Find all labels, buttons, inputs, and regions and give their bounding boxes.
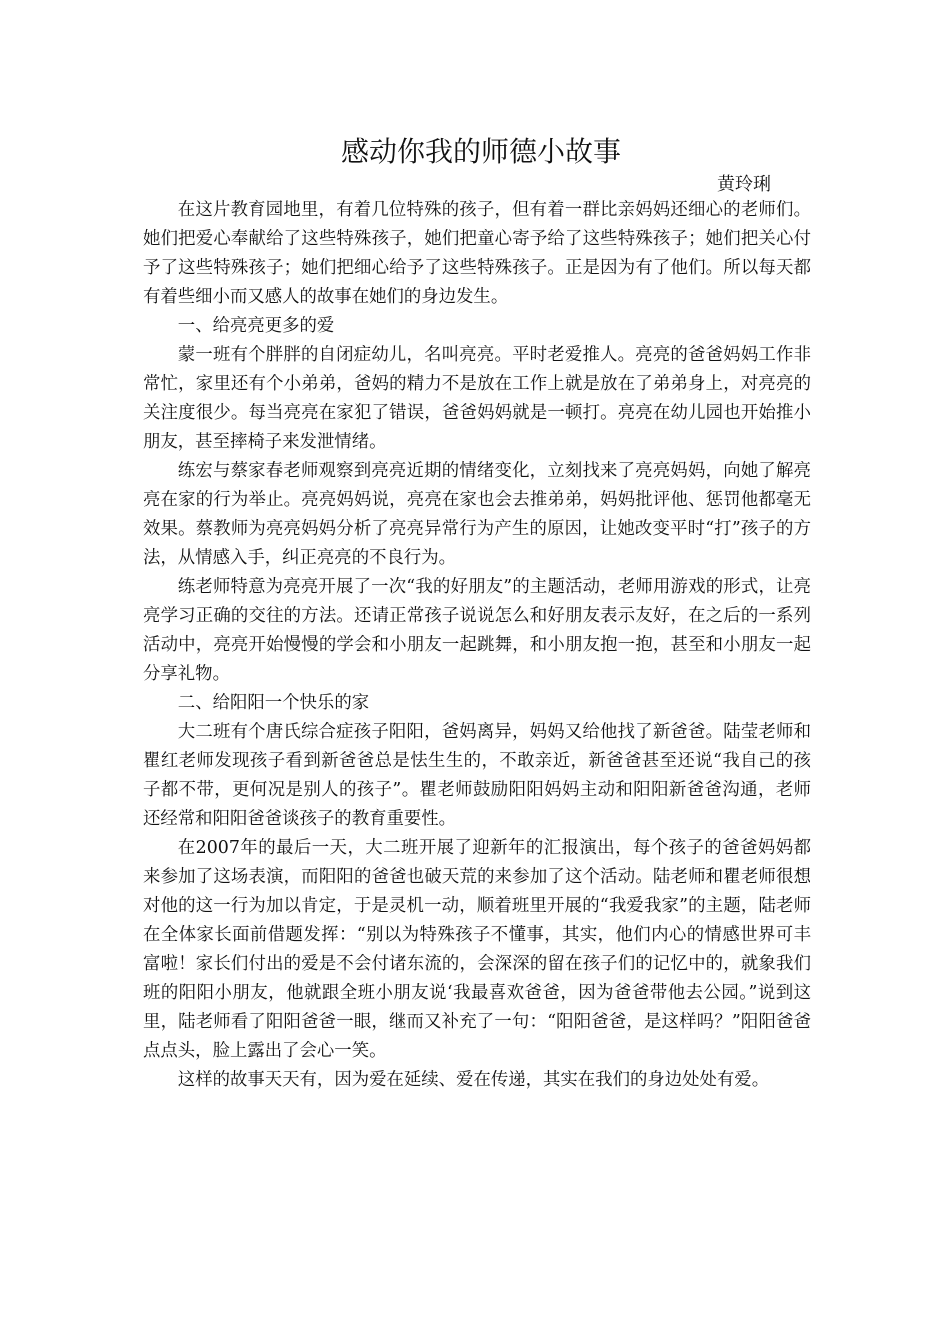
paragraph-yangyang-1: 大二班有个唐氏综合症孩子阳阳，爸妈离异，妈妈又给他找了新爸爸。陆莹老师和瞿红老师发现孩子看到新爸爸总是怯生生的，不敢亲近，新爸爸甚至还说“我自己的孩子都不带，更何况是别人的孩子”。瞿老师鼓励阳阳妈妈主动和阳阳新爸爸沟通，老师还经常和阳阳爸爸谈孩子的教育重要性。 xyxy=(143,722,811,829)
paragraph-liangliang-1: 蒙一班有个胖胖的自闭症幼儿，名叫亮亮。平时老爱推人。亮亮的爸爸妈妈工作非常忙，家里还有个小弟弟，爸妈的精力不是放在工作上就是放在了弟弟身上，对亮亮的关注度很少。每当亮亮在家犯了错误，爸爸妈妈就是一顿打。亮亮在幼儿园也开始推小朋友，甚至摔椅子来发泄情绪。 xyxy=(143,345,811,452)
document-author: 黄玲琍 xyxy=(717,174,771,195)
paragraph-intro: 在这片教育园地里，有着几位特殊的孩子，但有着一群比亲妈妈还细心的老师们。她们把爱心奉献给了这些特殊孩子，她们把童心寄予给了这些特殊孩子；她们把关心付予了这些特殊孩子；她们把细心给予了这些特殊孩子。正是因为有了他们。所以每天都有着些细小而又感人的故事在她们的身边发生。 xyxy=(143,200,811,307)
document-title: 感动你我的师德小故事 xyxy=(340,135,621,168)
paragraph-yangyang-2: 在2007年的最后一天，大二班开展了迎新年的汇报演出，每个孩子的爸爸妈妈都来参加了这场表演，而阳阳的爸爸也破天荒的来参加了这个活动。陆老师和瞿老师很想对他的这一行为加以肯定，于是灵机一动，顺着班里开展的“我爱我家”的主题，陆老师在全体家长面前借题发挥：“别以为特殊孩子不懂事，其实，他们内心的情感世界可丰富啦！家长们付出的爱是不会付诸东流的，会深深的留在孩子们的记忆中的，就象我们班的阳阳小朋友，他就跟全班小朋友说‘我最喜欢爸爸，因为爸爸带他去公园。”说到这里，陆老师看了阳阳爸爸一眼，继而又补充了一句：“阳阳爸爸，是这样吗？”阳阳爸爸点点头，脸上露出了会心一笑。 xyxy=(143,838,811,1061)
paragraph-liangliang-3: 练老师特意为亮亮开展了一次“我的好朋友”的主题活动，老师用游戏的形式，让亮亮学习正确的交往的方法。还请正常孩子说说怎么和好朋友表示友好，在之后的一系列活动中，亮亮开始慢慢的学会和小朋友一起跳舞，和小朋友抱一抱，甚至和小朋友一起分享礼物。 xyxy=(143,577,811,684)
document-page xyxy=(143,132,811,1095)
section-heading-2: 二、给阳阳一个快乐的家 xyxy=(177,693,370,713)
paragraph-liangliang-2: 练宏与蔡家春老师观察到亮亮近期的情绪变化，立刻找来了亮亮妈妈，向她了解亮亮在家的行为举止。亮亮妈妈说，亮亮在家也会去推弟弟，妈妈批评他、惩罚他都毫无效果。蔡教师为亮亮妈妈分析了亮亮异常行为产生的原因，让她改变平时“打”孩子的方法，从情感入手，纠正亮亮的不良行为。 xyxy=(143,461,811,568)
paragraph-conclusion: 这样的故事天天有，因为爱在延续、爱在传递，其实在我们的身边处处有爱。 xyxy=(177,1070,770,1090)
section-heading-1: 一、给亮亮更多的爱 xyxy=(177,316,335,336)
